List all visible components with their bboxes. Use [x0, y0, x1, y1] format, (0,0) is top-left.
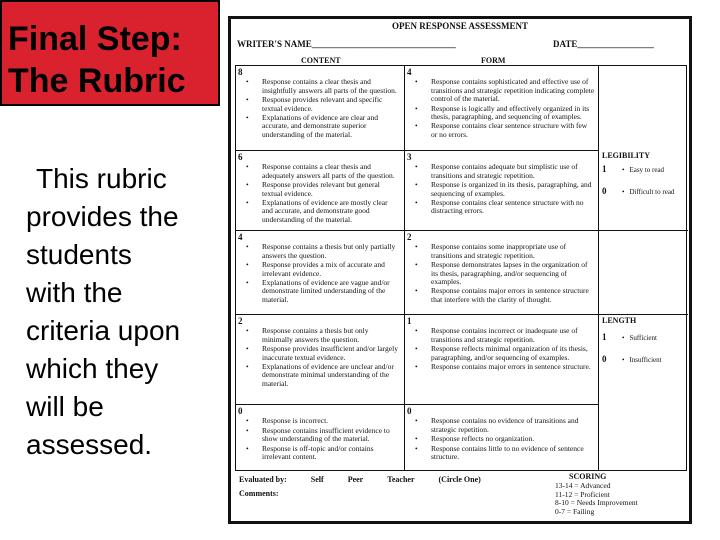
length-score: 0: [602, 354, 607, 365]
description-line: This rubric: [36, 163, 167, 194]
form-score: 3: [407, 153, 412, 162]
grid-divider: [236, 314, 688, 315]
content-criterion: • Explanations of evidence are mostly clear and accurate, and demonstrate good understanding of the material.: [238, 199, 400, 224]
description-line: which they: [26, 353, 159, 384]
length-title: LENGTH: [602, 317, 637, 325]
grid-divider: [236, 404, 598, 405]
description-line: assessed.: [26, 429, 153, 460]
form-criterion: • Response is organized in its thesis, paragraphing, and sequencing of examples.: [407, 181, 595, 198]
legibility-row: [602, 165, 686, 187]
scoring-line: 13-14 = Advanced: [555, 480, 611, 490]
description-line: provides the: [26, 201, 179, 232]
content-criterion: • Response provides insufficient and/or largely inaccurate textual evidence.: [238, 345, 400, 362]
length-row: [602, 333, 686, 355]
content-row: [238, 407, 400, 471]
form-row: [407, 153, 595, 229]
content-criterion: • Response provides relevant but general textual evidence.: [238, 181, 400, 198]
content-score: 8: [238, 68, 243, 77]
form-criterion: • Response contains major errors in sentence structure that interfere with the clarity of thought.: [407, 287, 595, 304]
scoring-line: 11-12 = Proficient: [555, 489, 610, 499]
form-criterion: • Response demonstrates lapses in the organization of its thesis, paragraphing, and/or sequencing of examples.: [407, 261, 595, 286]
length-row: [602, 355, 686, 377]
description-line: with the: [26, 277, 123, 308]
legibility-score: 0: [602, 186, 607, 197]
form-row: [407, 317, 595, 403]
slide-title-box: [0, 0, 220, 106]
rubric-grid: [235, 65, 687, 471]
form-criterion: • Response is logically and effectively organized in its thesis, paragraphing, and sequencing of examples.: [407, 105, 595, 122]
content-criterion: • Response contains a clear thesis and insightfully answers all parts of the question.: [238, 78, 400, 95]
content-criterion: • Response contains a clear thesis and adequately answers all parts of the question.: [238, 163, 400, 180]
content-column-header: CONTENT: [301, 56, 341, 65]
evaluated-by-label: Evaluated by:: [239, 475, 287, 484]
length-label: • Sufficient: [622, 334, 657, 342]
form-column-header: FORM: [481, 56, 506, 65]
content-row: [238, 68, 400, 148]
content-criterion: • Explanations of evidence are unclear and/or demonstrate minimal understanding of the material.: [238, 363, 400, 388]
content-score: 6: [238, 153, 243, 162]
length-score: 1: [602, 332, 607, 343]
description-line: students: [26, 239, 132, 270]
grid-divider: [404, 66, 405, 470]
scoring-line: 8-10 = Needs Improvement: [555, 498, 638, 508]
form-criterion: • Response contains adequate but simplistic use of transitions and strategic repetition.: [407, 163, 595, 180]
content-score: 4: [238, 233, 243, 242]
content-row: [238, 153, 400, 229]
legibility-title: LEGIBILITY: [602, 152, 651, 160]
legibility-label: • Easy to read: [622, 166, 664, 174]
form-criterion: • Response contains clear sentence structure with no distracting errors.: [407, 199, 595, 216]
form-criterion: • Response contains little to no evidence of sentence structure.: [407, 445, 595, 462]
circle-one-note: (Circle One): [438, 475, 481, 484]
content-criterion: • Response is off-topic and/or contains irrelevant content.: [238, 445, 400, 462]
content-criterion: • Response contains insufficient evidence to show understanding of the material.: [238, 427, 400, 444]
content-row: [238, 317, 400, 403]
form-score: 0: [407, 407, 412, 416]
writer-name-field: WRITER'S NAME________________________________: [237, 39, 456, 49]
slide-description: [26, 160, 226, 464]
legibility-score: 1: [602, 164, 607, 175]
content-criterion: • Response provides relevant and specific textual evidence.: [238, 96, 400, 113]
content-criterion: • Response contains a thesis but only minimally answers the question.: [238, 327, 400, 344]
date-field: DATE_________________: [553, 39, 654, 49]
evaluator-peer: Peer: [347, 475, 364, 484]
rubric-document: [228, 16, 692, 524]
form-criterion: • Response reflects minimal organization of its thesis, paragraphing, and/or sequencing of examples.: [407, 345, 595, 362]
legibility-section: [602, 152, 686, 228]
form-criterion: • Response contains sophisticated and effective use of transitions and strategic repetition indicating complete control of the material.: [407, 78, 595, 103]
form-criterion: • Response contains incorrect or inadequate use of transitions and strategic repetition.: [407, 327, 595, 344]
content-criterion: • Response is incorrect.: [238, 417, 400, 425]
grid-divider: [236, 150, 598, 151]
form-criterion: • Response reflects no organization.: [407, 435, 595, 443]
form-score: 1: [407, 317, 412, 326]
scoring-title: SCORING: [569, 472, 607, 481]
length-section: [602, 317, 686, 403]
grid-divider: [598, 66, 599, 470]
content-row: [238, 233, 400, 313]
description-line: criteria upon: [26, 315, 181, 346]
scoring-line: 0-7 = Failing: [555, 507, 595, 517]
form-criterion: • Response contains major errors in sentence structure.: [407, 363, 595, 371]
content-score: 0: [238, 407, 243, 416]
content-score: 2: [238, 317, 243, 326]
length-label: • Insufficient: [622, 356, 662, 364]
form-row: [407, 407, 595, 471]
form-criterion: • Response contains no evidence of transitions and strategic repetition.: [407, 417, 595, 434]
grid-divider: [236, 230, 688, 231]
evaluator-self: Self: [310, 475, 324, 484]
legibility-label: • Difficult to read: [622, 188, 674, 196]
content-criterion: • Response provides a mix of accurate and irrelevant evidence.: [238, 261, 400, 278]
content-criterion: • Explanations of evidence are vague and/or demonstrate limited understanding of the material.: [238, 279, 400, 304]
description-line: will be: [26, 391, 104, 422]
legibility-row: [602, 187, 686, 209]
form-score: 2: [407, 233, 412, 242]
content-criterion: • Response contains a thesis but only partially answers the question.: [238, 243, 400, 260]
form-row: [407, 68, 595, 148]
form-criterion: • Response contains some inappropriate use of transitions and strategic repetition.: [407, 243, 595, 260]
comments-label: Comments:: [239, 489, 279, 498]
slide-title-line-1: Final Step:: [8, 20, 182, 58]
evaluator-teacher: Teacher: [387, 475, 415, 484]
form-row: [407, 233, 595, 313]
form-criterion: • Response contains clear sentence structure with few or no errors.: [407, 122, 595, 139]
scoring-key: [555, 473, 638, 517]
form-score: 4: [407, 68, 412, 77]
evaluated-by-line: [239, 475, 503, 484]
content-criterion: • Explanations of evidence are clear and accurate, and demonstrate superior understanding of the material.: [238, 114, 400, 139]
slide-title-line-2: The Rubric: [8, 62, 186, 100]
rubric-heading: OPEN RESPONSE ASSESSMENT: [391, 21, 529, 31]
